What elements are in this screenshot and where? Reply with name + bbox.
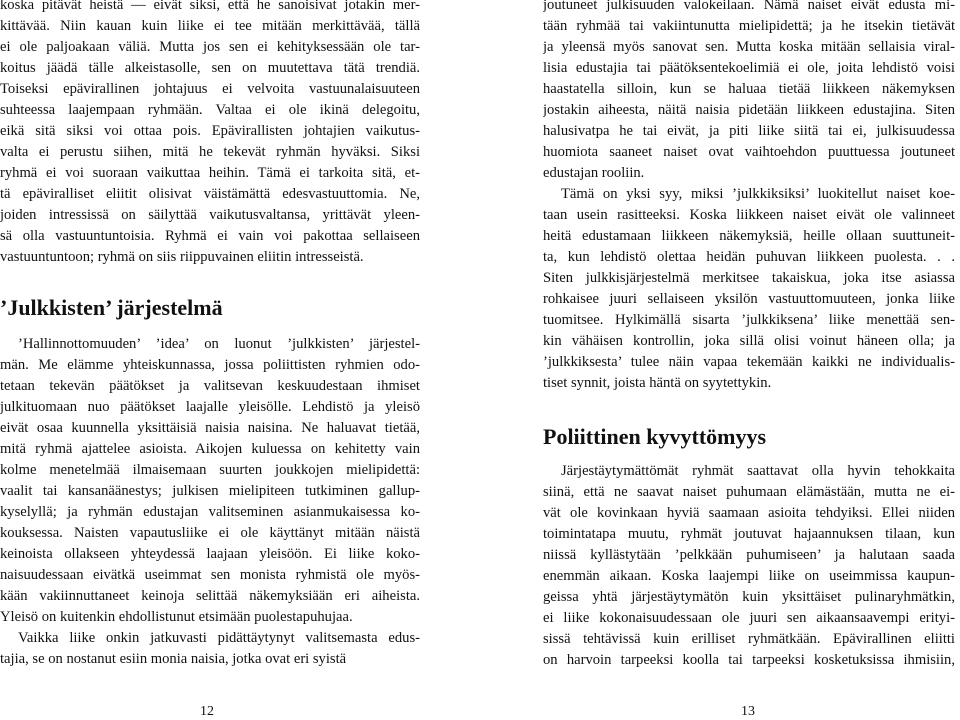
text-line: joiden intressissä on säilyttää vaikutusvaltansa, yrittävät yleen- bbox=[0, 207, 420, 223]
text-line: haastatella silloin, kun se haluaa tietää liikkeen näkemyksen bbox=[543, 81, 955, 97]
text-line: koska pitävät heistä — eivät siksi, että he sanoisivat jotakin mer- bbox=[0, 0, 420, 13]
text-line: jostakin aiheesta, näitä naisia pidetään liikkeen edustajina. Siten bbox=[543, 102, 955, 118]
text-line: tetaan tekevän päätökset ja valitsevan keskuudestaan ihmiset bbox=[0, 378, 420, 394]
text-line: rohkaisee juuri sellaiseen yksilön vastuuttomuuteen, jonka liike bbox=[543, 291, 955, 307]
text-line: Toiseksi epävirallinen johtajuus ei velvoita vastuunalaisuuteen bbox=[0, 81, 420, 97]
text-line: Vaikka liike onkin jatkuvasti pidättäytynyt valitsemasta edus- bbox=[18, 630, 420, 646]
text-line: eikä sitä siksi voi ottaa pois. Epävirallisten johtajien vaikutus- bbox=[0, 123, 420, 139]
text-line: keinoista ollakseen yhteydessä laajaan yleisöön. Ei liike koko- bbox=[0, 546, 420, 562]
text-line: edustajan rooliin. bbox=[543, 165, 645, 181]
text-line: naisuudessaan eivätkä useimmat sen monista ryhmistä ole myös- bbox=[0, 567, 420, 583]
text-line: ’julkkiksesta’ tulee näin vapaa tekemään kaikki ne individualis- bbox=[543, 354, 955, 370]
text-line: ta, kun lehdistö olettaa heidän puhuvan liikkeen puolesta. . . bbox=[543, 249, 955, 265]
text-line: Tämä on yksi syy, miksi ’julkkiksiksi’ luokitellut naiset koe- bbox=[561, 186, 955, 202]
text-line: koitus jäädä tälle alkeistasolle, sen on muutettava tätä trendiä. bbox=[0, 60, 420, 76]
text-line: vät ole kovinkaan hyviä saamaan asioita tehdyiksi. Ellei niiden bbox=[543, 505, 955, 521]
text-line: tään ryhmää tai vakiintunutta mielipidettä; ja he itsekin tietävät bbox=[543, 18, 955, 34]
section-heading-political-impotence: Poliittinen kyvyttömyys bbox=[543, 424, 767, 449]
text-line: ei liike kokonaisuudessaan ole juuri sen aikaansaavempi erityi- bbox=[543, 610, 955, 626]
text-line: enemmän aikaan. Koska laajempi liike on useimmissa kaupun- bbox=[543, 568, 955, 584]
text-line: geissa yhtä järjestäytymätön kuin yksittäiset pulinaryhmätkin, bbox=[543, 589, 955, 605]
text-line: tä epäviralliset eliitit olisivat väistämättä edesvastuuttomia. Ne, bbox=[0, 186, 420, 202]
text-line: vastuuntuntoon; ryhmä on siis riippuvainen eliitin intresseistä. bbox=[0, 249, 364, 265]
text-line: heitä edustamaan liikkeen näkemyksiä, heille ollaan suuttuneit- bbox=[543, 228, 955, 244]
text-line: kouksessa. Naisten vapautusliike ei ole käyttänyt mitään näistä bbox=[0, 525, 420, 541]
text-line: ’Hallinnottomuuden’ ’idea’ on luonut ’julkkisten’ järjestel- bbox=[18, 336, 420, 352]
text-line: valta ei perustu siihen, mitä he tekevät ryhmän hyväksi. Siksi bbox=[0, 144, 420, 160]
text-line: sä olla vastuuntuntoisia. Ryhmä ei vain voi pakottaa sellaiseen bbox=[0, 228, 420, 244]
text-line: ryhmä ei voi suoraan vaikuttaa heihin. Tämä ei tarkoita sitä, et- bbox=[0, 165, 420, 181]
text-line: ja yleensä myös sanovat sen. Mutta koska mitään sellaisia viral- bbox=[543, 39, 955, 55]
text-line: Siten julkkisjärjestelmä merkitsee takaiskua, joka itse asiassa bbox=[543, 270, 955, 286]
text-line: siinä, että ne saavat naiset puhumaan elämästään, mutta ne ei- bbox=[543, 484, 955, 500]
text-line: joutuneet julkisuuden valokeilaan. Nämä naiset eivät edusta mi- bbox=[543, 0, 955, 13]
text-line: mitä ryhmä ajattelee asioista. Aikojen kuluessa on kehitetty vain bbox=[0, 441, 420, 457]
text-line: julkituomaan nuo päätökset laajalle yleisölle. Lehdistö ja yleisö bbox=[0, 399, 420, 415]
text-line: kyselyllä; ja ryhmän edustajan valitseminen asianmukaisessa ko- bbox=[0, 504, 420, 520]
text-line: suhteessa laajempaan ryhmään. Valtaa ei ole ikinä delegoitu, bbox=[0, 102, 420, 118]
text-line: huomiota saaneet naiset ovat vaihtoehdon puuttuessa joutuneet bbox=[543, 144, 955, 160]
text-line: kin vähäisen kontrollin, joka sillä olisi voinut häneen olla; ja bbox=[543, 333, 955, 349]
text-line: niissä kyllästytään ’pelkkään puhumiseen’ ja halutaan saada bbox=[543, 547, 955, 563]
text-line: taan usein rasitteeksi. Koska liikkeen naiset eivät ole valinneet bbox=[543, 207, 955, 223]
text-line: Järjestäytymättömät ryhmät saattavat olla hyvin tehokkaita bbox=[561, 463, 955, 479]
text-line: on harvoin tarpeeksi koolla tai tarpeeksi kosketuksissa ihmisiin, bbox=[543, 652, 955, 668]
text-line: tajia, se on nostanut esiin monia naisia, jotka ovat eri syistä bbox=[0, 651, 347, 667]
text-line: tuomitsee. Hylkimällä sisarta ’julkkiksena’ liike menettää sen- bbox=[543, 312, 955, 328]
page-number-left: 12 bbox=[200, 704, 214, 719]
text-line: halusivatpa he tai eivät, ja piti liike siitä tai ei, julkisuudessa bbox=[543, 123, 955, 139]
text-line: lisia edustajia tai päätöksentekoelimiä ei ole, joita lehdistö voisi bbox=[543, 60, 955, 76]
text-line: kittävää. Niin kauan kuin liike ei tee mitään merkittävää, tällä bbox=[0, 18, 420, 34]
text-line: män. Me elämme yhteiskunnassa, jossa poliittisten ryhmien odo- bbox=[0, 357, 420, 373]
text-line: sissä tehtävissä kuin erilliset ryhmätkään. Epävirallinen eliitti bbox=[543, 631, 955, 647]
text-line: tiset synnit, joista häntä on syytettykin. bbox=[543, 375, 772, 391]
text-line: kolme menetelmää ilmaisemaan suurten joukkojen mielipidettä: bbox=[0, 462, 420, 478]
page-number-right: 13 bbox=[741, 704, 755, 719]
text-line: ei ole paljoakaan väliä. Mutta jos sen ei kehityksessään ole tar- bbox=[0, 39, 420, 55]
text-line: kään vakiinnuttaneet keinoja selittää näkemyksiään eri aiheista. bbox=[0, 588, 420, 604]
section-heading-celebrity-system: ’Julkkisten’ järjestelmä bbox=[0, 295, 223, 320]
text-line: Yleisö on kuitenkin ehdollistunut etsimään puolestapuhujaa. bbox=[0, 609, 353, 625]
text-line: vaalit tai kansanäänestys; julkisen mielipiteen tutkiminen gallup- bbox=[0, 483, 420, 499]
text-line: toimintatapa muutu, ryhmät joutuvat hajaannuksen tilaan, kun bbox=[543, 526, 955, 542]
text-line: eivät osaa kuunnella yksittäisiä naisia naisina. Ne haluavat tietää, bbox=[0, 420, 420, 436]
